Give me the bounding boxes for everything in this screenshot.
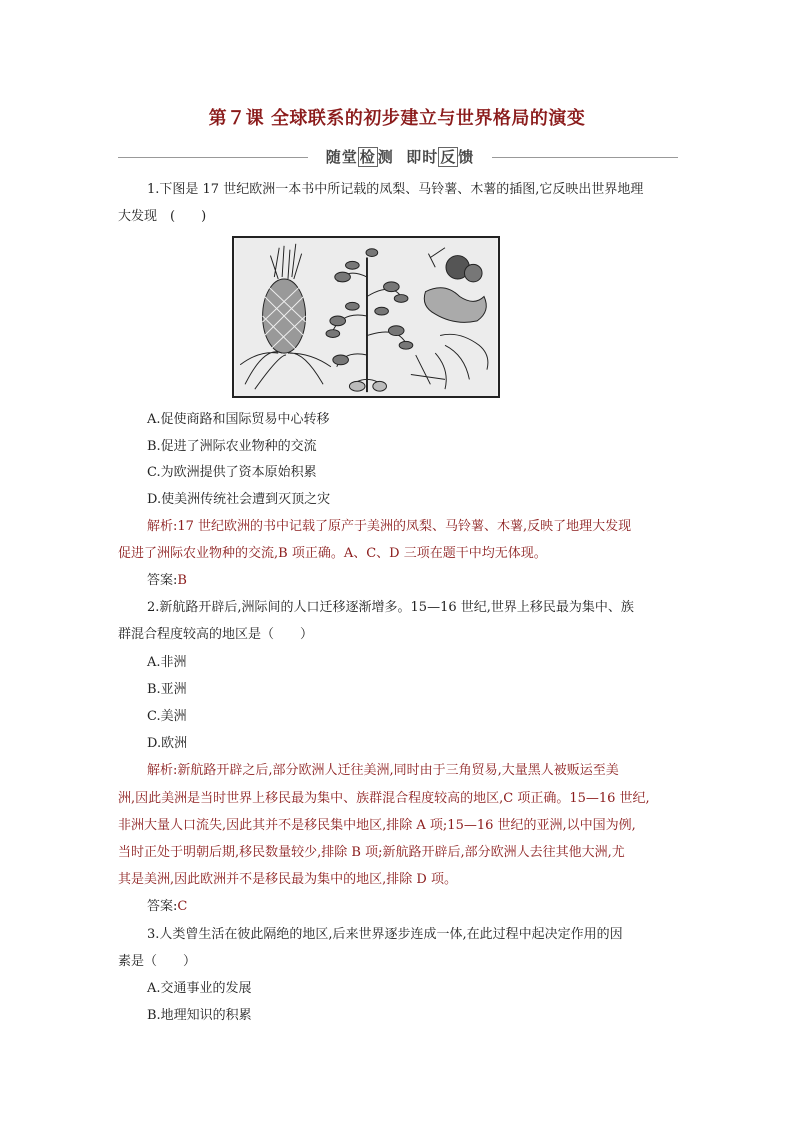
option-b: B.促进了洲际农业物种的交流: [147, 439, 317, 454]
question-2-stem: 2.新航路开辟后,洲际间的人口迁移逐渐增多。15—16 世纪,世界上移民最为集中、族: [147, 600, 634, 615]
plant-illustration-drawing: [234, 238, 498, 396]
option-c: C.美洲: [147, 709, 187, 724]
question-1-analysis: 解析:17 世纪欧洲的书中记载了原产于美洲的凤梨、马铃薯、木薯,反映了地理大发现: [147, 519, 632, 534]
question-2-analysis: 当时正处于明朝后期,移民数量较少,排除 B 项;新航路开辟后,部分欧洲人去往其他大洲,尤: [118, 845, 625, 860]
divider-left: [118, 157, 308, 158]
question-2-analysis: 洲,因此美洲是当时世界上移民最为集中、族群混合程度较高的地区,C 项正确。15—16 世纪,: [118, 791, 650, 806]
question-3-stem: 素是（ ）: [118, 954, 197, 969]
section-label-box: 反: [440, 148, 457, 166]
option-c: C.为欧洲提供了资本原始积累: [147, 465, 317, 480]
option-b: B.亚洲: [147, 682, 187, 697]
answer-value: B: [177, 573, 187, 588]
question-1-stem: 1.下图是 17 世纪欧洲一本书中所记载的凤梨、马铃薯、木薯的插图,它反映出世界地理: [147, 182, 644, 197]
question-2-stem: 群混合程度较高的地区是（ ）: [118, 627, 314, 642]
section-label-part: 测: [377, 148, 394, 166]
answer-label: 答案:: [147, 573, 178, 588]
section-label-box: 检: [359, 148, 376, 166]
question-1-answer: [147, 571, 187, 591]
question-2-analysis: 解析:新航路开辟之后,部分欧洲人迁往美洲,同时由于三角贸易,大量黑人被贩运至美: [147, 763, 619, 778]
section-label: [308, 146, 492, 167]
option-a: A.交通事业的发展: [147, 981, 252, 996]
question-2-analysis: 非洲大量人口流失,因此其并不是移民集中地区,排除 A 项;15—16 世纪的亚洲,以中国为例,: [118, 818, 636, 833]
question-3-stem: 3.人类曾生活在彼此隔绝的地区,后来世界逐步连成一体,在此过程中起决定作用的因: [147, 927, 623, 942]
question-1-analysis: 促进了洲际农业物种的交流,B 项正确。A、C、D 三项在题干中均无体现。: [118, 546, 547, 561]
question-1-stem: 大发现 ( ): [118, 209, 207, 224]
option-b: B.地理知识的积累: [147, 1008, 252, 1023]
page-title: 第７课 全球联系的初步建立与世界格局的演变: [208, 108, 586, 129]
question-2-analysis: 其是美洲,因此欧洲并不是移民最为集中的地区,排除 D 项。: [118, 872, 457, 887]
section-label-part: 随堂: [325, 148, 358, 166]
answer-value: C: [177, 899, 188, 914]
option-d: D.使美洲传统社会遭到灭顶之灾: [147, 492, 331, 507]
plant-illustration: [232, 236, 500, 398]
answer-label: 答案:: [147, 899, 178, 914]
section-label-part: 即时: [393, 148, 439, 166]
section-label-part: 馈: [458, 148, 475, 166]
option-a: A.促使商路和国际贸易中心转移: [147, 412, 330, 427]
question-2-answer: [147, 897, 187, 917]
option-a: A.非洲: [147, 655, 187, 670]
option-d: D.欧洲: [147, 736, 188, 751]
section-header: [118, 146, 678, 168]
divider-right: [492, 157, 678, 158]
